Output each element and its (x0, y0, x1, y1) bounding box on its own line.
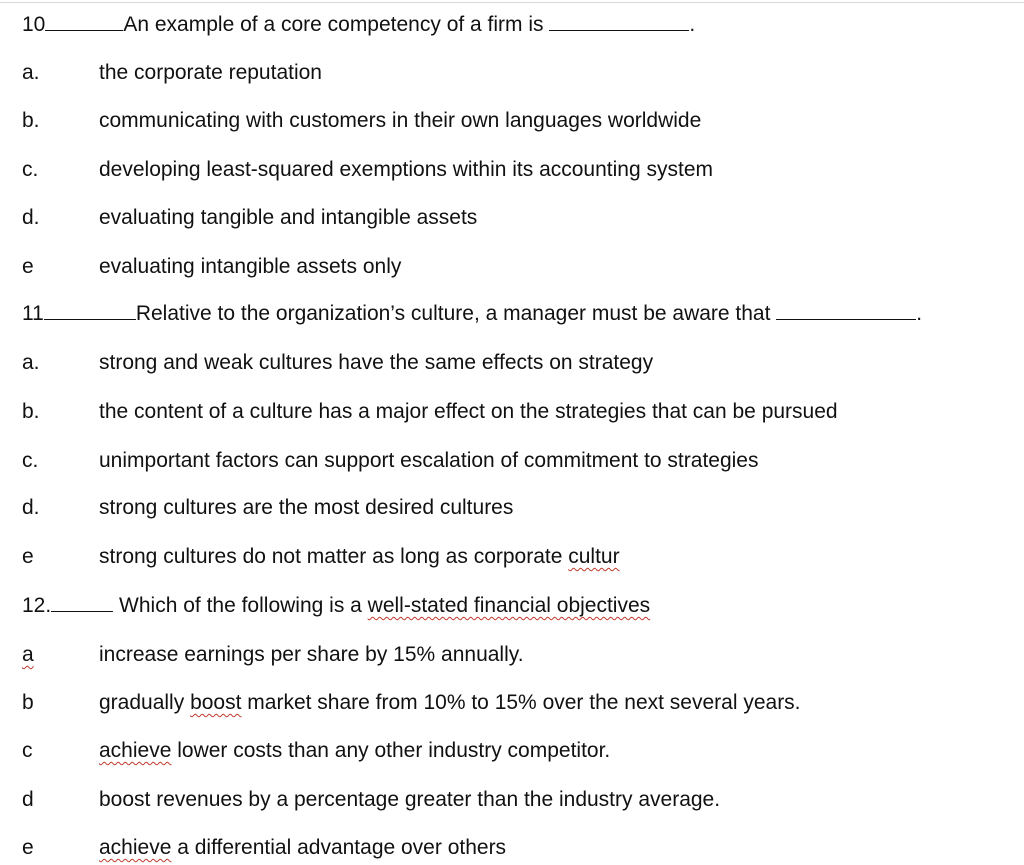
option-text (99, 686, 801, 720)
end-mark: . (916, 302, 923, 325)
option-text: the corporate reputation (99, 61, 322, 84)
answer-blank (44, 297, 136, 320)
fill-in-blank (549, 8, 689, 31)
option-row (0, 783, 1024, 817)
question-11-line (22, 297, 922, 331)
option-letter: a. (22, 351, 40, 374)
spellcheck-flagged-word: achieve (99, 739, 172, 762)
question-number: 11 (22, 302, 44, 325)
question-number: 12. (22, 594, 52, 617)
option-row (0, 831, 1024, 865)
option-letter: b. (22, 109, 40, 132)
option-text: evaluating tangible and intangible assets (99, 206, 478, 229)
option-letter: b (22, 691, 34, 714)
option-letter: d (22, 788, 34, 811)
option-row (0, 444, 1024, 478)
option-text: developing least-squared exemptions within its accounting system (99, 158, 713, 181)
option-row (0, 153, 1024, 187)
option-text (99, 540, 620, 574)
spellcheck-flagged-word: achieve (99, 836, 172, 859)
question-stem: Relative to the organization’s culture, a manager must be aware that (135, 302, 771, 325)
option-text: communicating with customers in their own languages worldwide (99, 109, 702, 132)
question-12-line (22, 589, 650, 623)
option-text-part: market share from 10% to 15% over the next several years. (241, 691, 801, 714)
option-text-part: a differential advantage over others (171, 836, 507, 859)
option-text: increase earnings per share by 15% annually. (99, 643, 524, 666)
option-row (0, 346, 1024, 380)
option-letter: d. (22, 496, 40, 519)
option-row (0, 638, 1024, 672)
option-row (0, 734, 1024, 768)
option-row (0, 56, 1024, 90)
option-text: unimportant factors can support escalation of commitment to strategies (99, 449, 759, 472)
question-11 (0, 297, 1024, 331)
option-text: evaluating intangible assets only (99, 255, 402, 278)
question-10-line (22, 8, 695, 42)
option-row (0, 201, 1024, 235)
question-stem: Which of the following is a (119, 594, 368, 617)
fill-in-blank (776, 297, 916, 320)
option-text: boost revenues by a percentage greater than the industry average. (99, 788, 721, 811)
option-letter: c. (22, 449, 39, 472)
option-letter: b. (22, 400, 40, 423)
option-text: the content of a culture has a major effect on the strategies that can be pursued (99, 400, 838, 423)
question-10 (0, 8, 1024, 42)
option-letter: a (22, 643, 34, 666)
option-letter: a. (22, 61, 40, 84)
option-letter: e (22, 836, 34, 859)
answer-blank (45, 8, 123, 31)
answer-blank (51, 589, 113, 612)
spellcheck-flagged-word: cultur (568, 545, 620, 568)
question-number: 10 (22, 13, 46, 36)
option-letter: e (22, 545, 34, 568)
option-text: strong cultures are the most desired cultures (99, 496, 514, 519)
option-row (0, 250, 1024, 284)
option-text (99, 734, 610, 768)
spellcheck-flagged-word: boost (190, 691, 242, 714)
option-text-part: gradually (99, 691, 191, 714)
option-text-part: strong cultures do not matter as long as corporate (99, 545, 569, 568)
page-top-border (0, 2, 1024, 3)
end-mark: . (689, 13, 696, 36)
option-row (0, 491, 1024, 525)
option-text-part: lower costs than any other industry competitor. (171, 739, 611, 762)
option-text (99, 831, 506, 865)
option-row (0, 686, 1024, 720)
spellcheck-flagged-phrase: well-stated financial objectives (367, 594, 651, 617)
option-letter: c. (22, 158, 39, 181)
option-row (0, 104, 1024, 138)
option-letter: d. (22, 206, 40, 229)
option-row (0, 395, 1024, 429)
option-row (0, 540, 1024, 574)
question-12 (0, 589, 1024, 623)
option-text: strong and weak cultures have the same effects on strategy (99, 351, 654, 374)
option-letter: e (22, 255, 34, 278)
option-letter: c (22, 739, 33, 762)
question-stem: An example of a core competency of a firm is (123, 13, 544, 36)
